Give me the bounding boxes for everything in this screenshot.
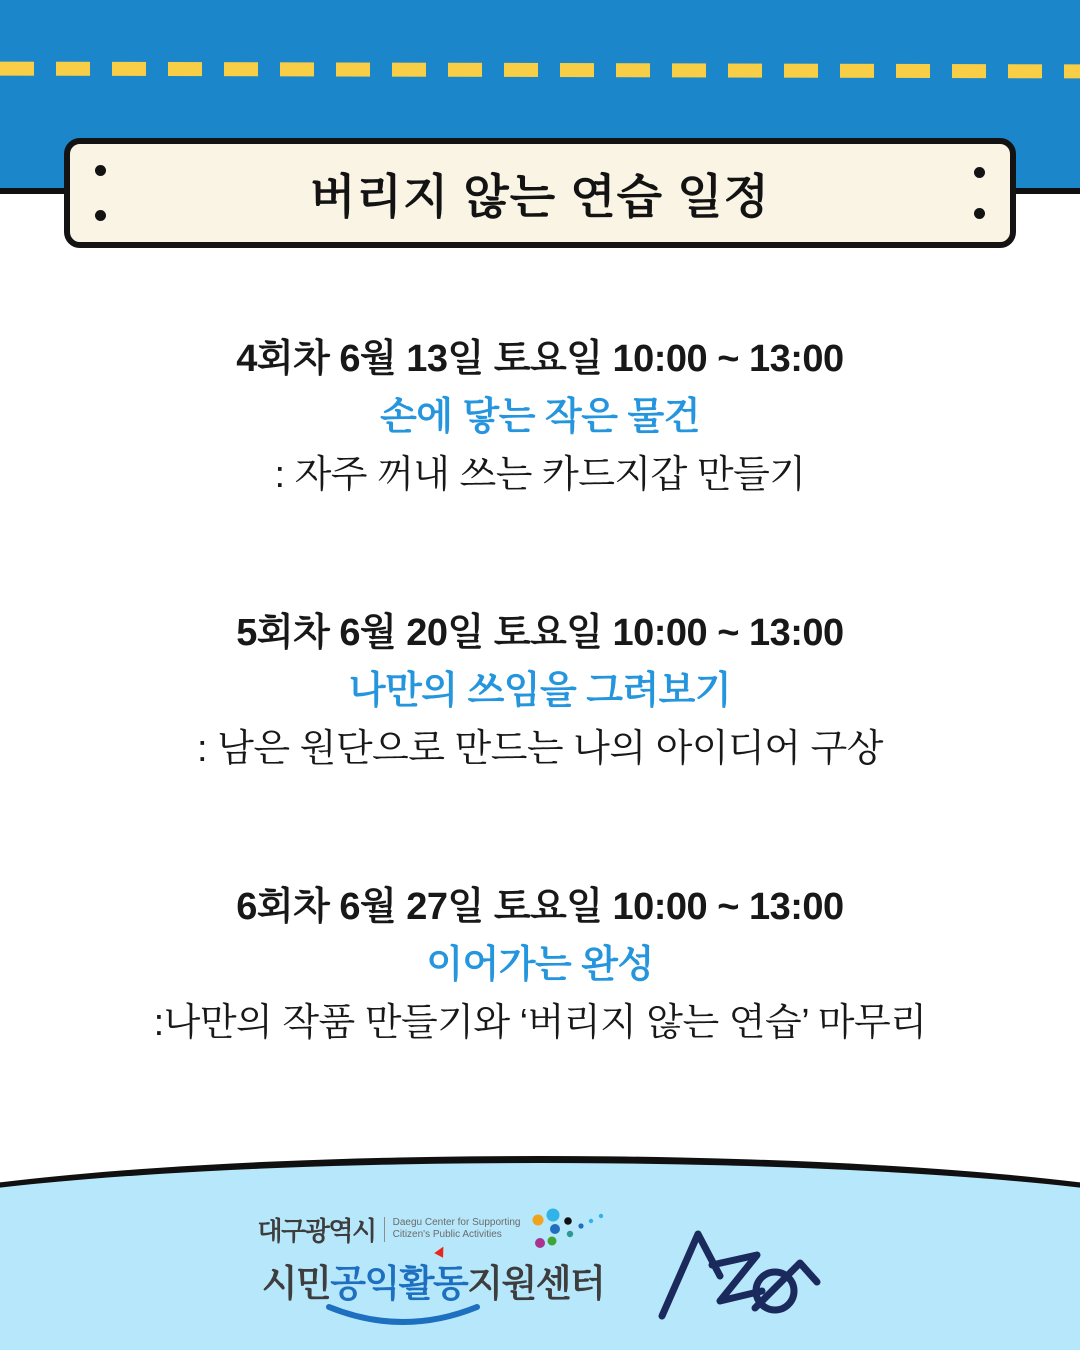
session-block-5 [0,604,1080,778]
smile-underline-icon [323,1303,483,1329]
logo-divider [384,1217,385,1242]
session-topic: 이어가는 완성 [426,944,654,986]
logo-org-suffix: 지원센터 [467,1263,605,1304]
session-datetime: 4회차 6월 13일 토요일 10:00 ~ 13:00 [236,338,844,380]
session-block-6 [0,878,1080,1052]
session-block-4 [0,330,1080,504]
logo-org-name [262,1253,604,1307]
session-topic: 손에 닿는 작은 물건 [380,396,700,438]
pin-dot [95,210,106,221]
logo-org-prefix: 시민 [261,1263,331,1304]
session-description: : 남은 원단으로 만드는 나의 아이디어 구상 [197,728,883,770]
logo-english-line2: Citizen's Public Activities [392,1229,502,1240]
pin-dot [974,167,985,178]
logo-top-row [258,1208,609,1250]
dashed-divider [0,62,1080,79]
session-datetime: 5회차 6월 20일 토요일 10:00 ~ 13:00 [236,612,844,654]
page-title: 버리지 않는 연습 일정 [310,169,770,223]
pin-dot [95,165,106,176]
logo-english-line1: Daegu Center for Supporting [392,1217,521,1229]
daegu-center-logo [258,1208,609,1329]
session-description: :나만의 작품 만들기와 ‘버리지 않는 연습’ 마무리 [153,1002,927,1044]
session-description: : 자주 꺼내 쓰는 카드지갑 만들기 [274,454,806,496]
title-plate [64,138,1016,248]
logo-org-highlight: 공익활동 [330,1263,468,1304]
confetti-dots-icon [528,1208,608,1250]
footer-logos [0,1208,1080,1329]
session-topic: 나만의 쓰임을 그려보기 [348,670,732,712]
session-datetime: 6회차 6월 27일 토요일 10:00 ~ 13:00 [236,886,844,928]
signature-mark-icon [654,1216,822,1320]
logo-english-name [393,1217,521,1241]
pin-dot [974,208,985,219]
logo-city-name: 대구광역시 [257,1215,376,1246]
schedule-list [0,330,1080,1052]
